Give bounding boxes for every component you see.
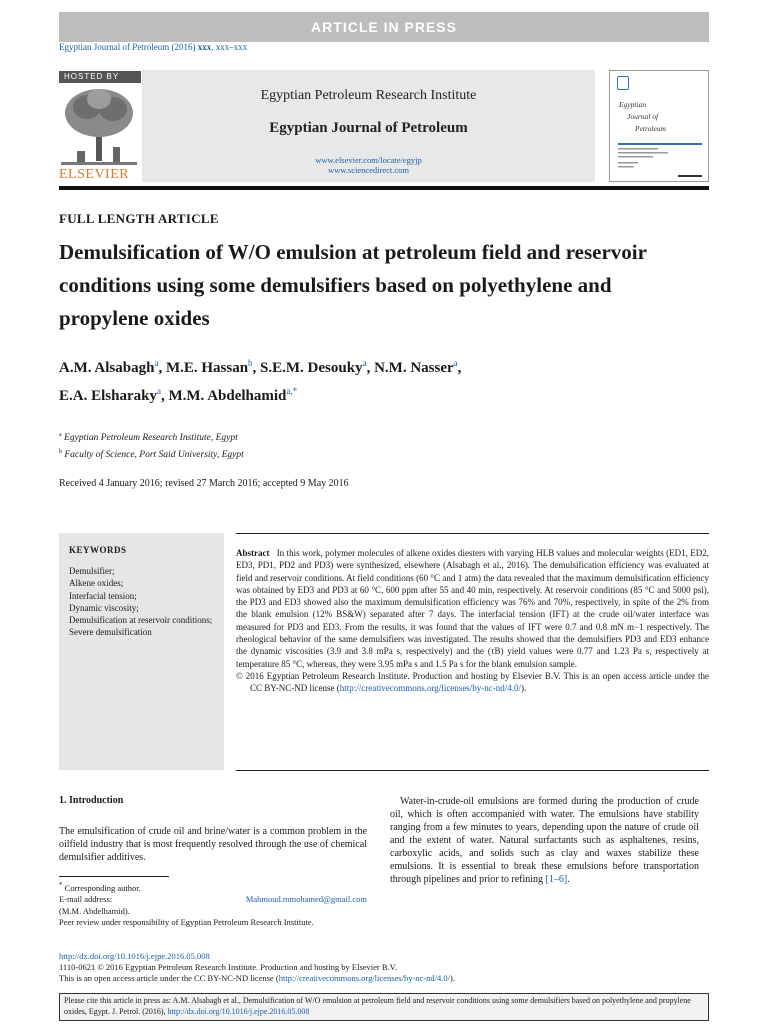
keyword-item: Demulsifier; — [69, 566, 115, 576]
intro-right-end: . — [567, 874, 570, 885]
email-link[interactable]: Mahmoud.mmohamed@gmail.com — [245, 894, 367, 905]
abstract-top-rule — [236, 533, 709, 534]
keyword-item: Severe demulsification — [69, 627, 152, 638]
author-affiliation-link[interactable]: a — [453, 358, 458, 368]
journal-name: Egyptian Journal of Petroleum — [269, 120, 468, 136]
cite-this-article-box — [59, 993, 709, 1021]
cite-text: Please cite this article in press as: A.M. Alsabagh et al., Demulsification of W/O emulsion at petroleum field and reservoir conditions using some demulsifiers based on polyethylene and propylene oxides, Egypt. J. Petrol. (2016), — [64, 996, 691, 1016]
keyword-item: Demulsification at reservoir conditions; — [69, 615, 213, 626]
oa-end: ). — [450, 973, 455, 983]
intro-paragraph-left: The emulsification of crude oil and brine/water is a common problem in the oilfield industry that is most frequently resolved through the use of chemical demulsifier additives. — [59, 826, 367, 863]
author-separator: , — [366, 360, 375, 376]
intro-right-text: Water-in-crude-oil emulsions are formed during the production of crude oil, which is often accompanied with water. The emulsions have stability ranging from a few minutes to years, depending upon the nature of crude oil and the extent of water. Natural surfactants such as asphaltenes, resins, carboxylic acids, and solids such as clay and waxes stabilize these emulsions. It is essential to break these emulsions before transportation through pipelines and prior to refining — [390, 796, 699, 885]
corresponding-text: Corresponding author. — [64, 882, 141, 893]
reference-link[interactable]: [1–6] — [545, 874, 568, 885]
open-access-line — [59, 973, 709, 984]
abstract-text: In this work, polymer molecules of alkene oxides diesters with varying HLB values and molecular weights (ED1, ED2, ED3, PD1, PD2 and PD3) were synthesized, elsewhere (Alsabagh et al., 2016). The demulsification efficiency was evaluated at field and reservoir conditions. At field conditions (60 °C and 1 atm) the data revealed that the maximum demulsification efficiency was obtained by ED3 and PD3 at 60 °C, 600 ppm after 55 and 40 min, respectively. At reservoir conditions (85 °C and 5000 psi), the PD3 and ED3 showed also the maximum demulsification efficiency was 76% and 70%, respectively, in spite of the 2% from the blank emulsion (12% BS&W) separated after 7 days. The interfacial tension (IFT) at the crude oil/water interface was measured for PD3 and ED3. From the results, it was found that the values of IFT were 0.7 and 0.8 mN m−1 respectively. The rheological behavior of the same demulsifiers was investigated. The results showed that the demulsifiers PD3 and ED3 enhance the dynamic viscosities (3.9 and 3.8 mPa s, respectively) and the (τB) yield values were 0.77 and 1.23 Pa s, respectively at temperature 85 °C, whereas, they were 3.95 mPa s and 1.5 Pa s for the blank emulsion sample. — [236, 548, 710, 669]
author-separator: , — [160, 388, 169, 404]
keywords-list — [69, 565, 219, 639]
doi-link[interactable]: http://dx.doi.org/10.1016/j.ejpe.2016.05.008 — [59, 951, 210, 961]
email-owner: (M.M. Abdelhamid). — [59, 905, 130, 916]
author-name: E.A. Elsharaky — [59, 388, 157, 404]
author-affiliation-link[interactable]: a — [154, 358, 159, 368]
section-heading-introduction: 1. Introduction — [59, 795, 124, 806]
oa-license-link[interactable]: http://creativecommons.org/licenses/by-nc-nd/4.0/ — [278, 973, 450, 983]
email-label: E-mail address: — [59, 894, 113, 905]
intro-paragraph-right — [390, 795, 699, 886]
author-separator: , — [252, 360, 261, 376]
journal-citation-line[interactable] — [59, 42, 247, 52]
citation-pages: , xxx–xxx — [211, 42, 248, 52]
journal-urls — [142, 155, 595, 175]
citation-journal: Egyptian Journal of Petroleum (2016) — [59, 42, 196, 52]
author-separator: , — [457, 360, 462, 376]
bottom-info — [59, 951, 709, 984]
author-list — [59, 352, 699, 408]
author-affiliation-link[interactable]: b — [248, 358, 253, 368]
keywords-heading: KEYWORDS — [69, 545, 127, 555]
affiliation-marker: a — [59, 432, 62, 438]
author-affiliation-link[interactable]: a — [156, 386, 161, 396]
keyword-item: Alkene oxides; — [69, 578, 124, 589]
abstract — [236, 547, 709, 695]
cover-logo-icon — [617, 76, 629, 90]
author-name: A.M. Alsabagh — [59, 360, 155, 376]
affiliation-item — [59, 445, 244, 462]
abstract-copyright — [236, 670, 709, 695]
affiliations — [59, 428, 244, 462]
publisher-name: Egyptian Petroleum Research Institute — [260, 88, 477, 103]
license-link[interactable]: http://creativecommons.org/licenses/by-nc-nd/4.0/ — [339, 683, 522, 694]
citation-volume: xxx — [197, 42, 212, 52]
author-name: N.M. Nasser — [374, 360, 454, 376]
journal-url-link[interactable]: www.elsevier.com/locate/egyjp — [315, 155, 422, 165]
abstract-bottom-rule — [236, 770, 709, 771]
author-affiliation-link[interactable]: a — [362, 358, 367, 368]
affiliation-marker: b — [59, 449, 62, 456]
hosted-by-label: HOSTED BY — [59, 71, 141, 83]
cover-title — [619, 99, 704, 135]
peer-review-note: Peer review under responsibility of Egyptian Petroleum Research Institute. — [59, 917, 314, 928]
cover-title-line1: Egyptian — [619, 100, 647, 109]
header-rule — [59, 186, 709, 190]
author-separator: , — [158, 360, 166, 376]
sciencedirect-link[interactable]: www.sciencedirect.com — [327, 165, 410, 175]
affiliation-text: Egyptian Petroleum Research Institute, Egypt — [64, 433, 238, 444]
author-name: M.E. Hassan — [165, 360, 249, 376]
affiliation-item — [59, 428, 244, 445]
cover-title-line3: Petroleum — [635, 124, 666, 133]
elsevier-logo-text: ELSEVIER — [59, 167, 130, 182]
email-line — [59, 894, 367, 906]
cite-doi-link[interactable]: http://dx.doi.org/10.1016/j.ejpe.2016.05.008 — [167, 1006, 310, 1016]
cover-text-lines-icon — [618, 143, 702, 179]
issn-line: 1110-0621 © 2016 Egyptian Petroleum Research Institute. Production and hosting by Elsevier B.V. — [59, 962, 397, 972]
article-type: FULL LENGTH ARTICLE — [59, 211, 219, 226]
cover-title-line2: Journal of — [627, 112, 659, 121]
author-name: M.M. Abdelhamid — [168, 388, 287, 404]
copyright-end: ). — [521, 683, 527, 694]
article-in-press-banner: ARTICLE IN PRESS — [59, 12, 709, 42]
abstract-label: Abstract — [236, 548, 270, 558]
keyword-item: Interfacial tension; — [69, 590, 137, 601]
copyright-text: © 2016 Egyptian Petroleum Research Institute. Production and hosting by Elsevier B.V. This is an open access article under the CC BY-NC-ND license ( — [236, 670, 709, 694]
article-title: Demulsification of W/O emulsion at petroleum field and reservoir conditions using some demulsifiers based on polyethylene and propylene oxides — [59, 240, 647, 330]
journal-cover-thumbnail — [609, 70, 709, 182]
affiliation-text: Faculty of Science, Port Said University, Egypt — [64, 450, 244, 461]
oa-text: This is an open access article under the CC BY-NC-ND license ( — [59, 973, 279, 983]
keyword-item: Dynamic viscosity; — [69, 602, 139, 613]
corresponding-note: * Corresponding author. — [59, 881, 141, 893]
elsevier-tree-icon — [59, 85, 139, 167]
received-dates: Received 4 January 2016; revised 27 March 2016; accepted 9 May 2016 — [59, 478, 349, 489]
author-affiliation-link[interactable]: a,* — [286, 386, 298, 396]
footnote-rule — [59, 876, 169, 877]
author-name: S.E.M. Desouky — [260, 360, 363, 376]
footnotes — [59, 880, 367, 929]
